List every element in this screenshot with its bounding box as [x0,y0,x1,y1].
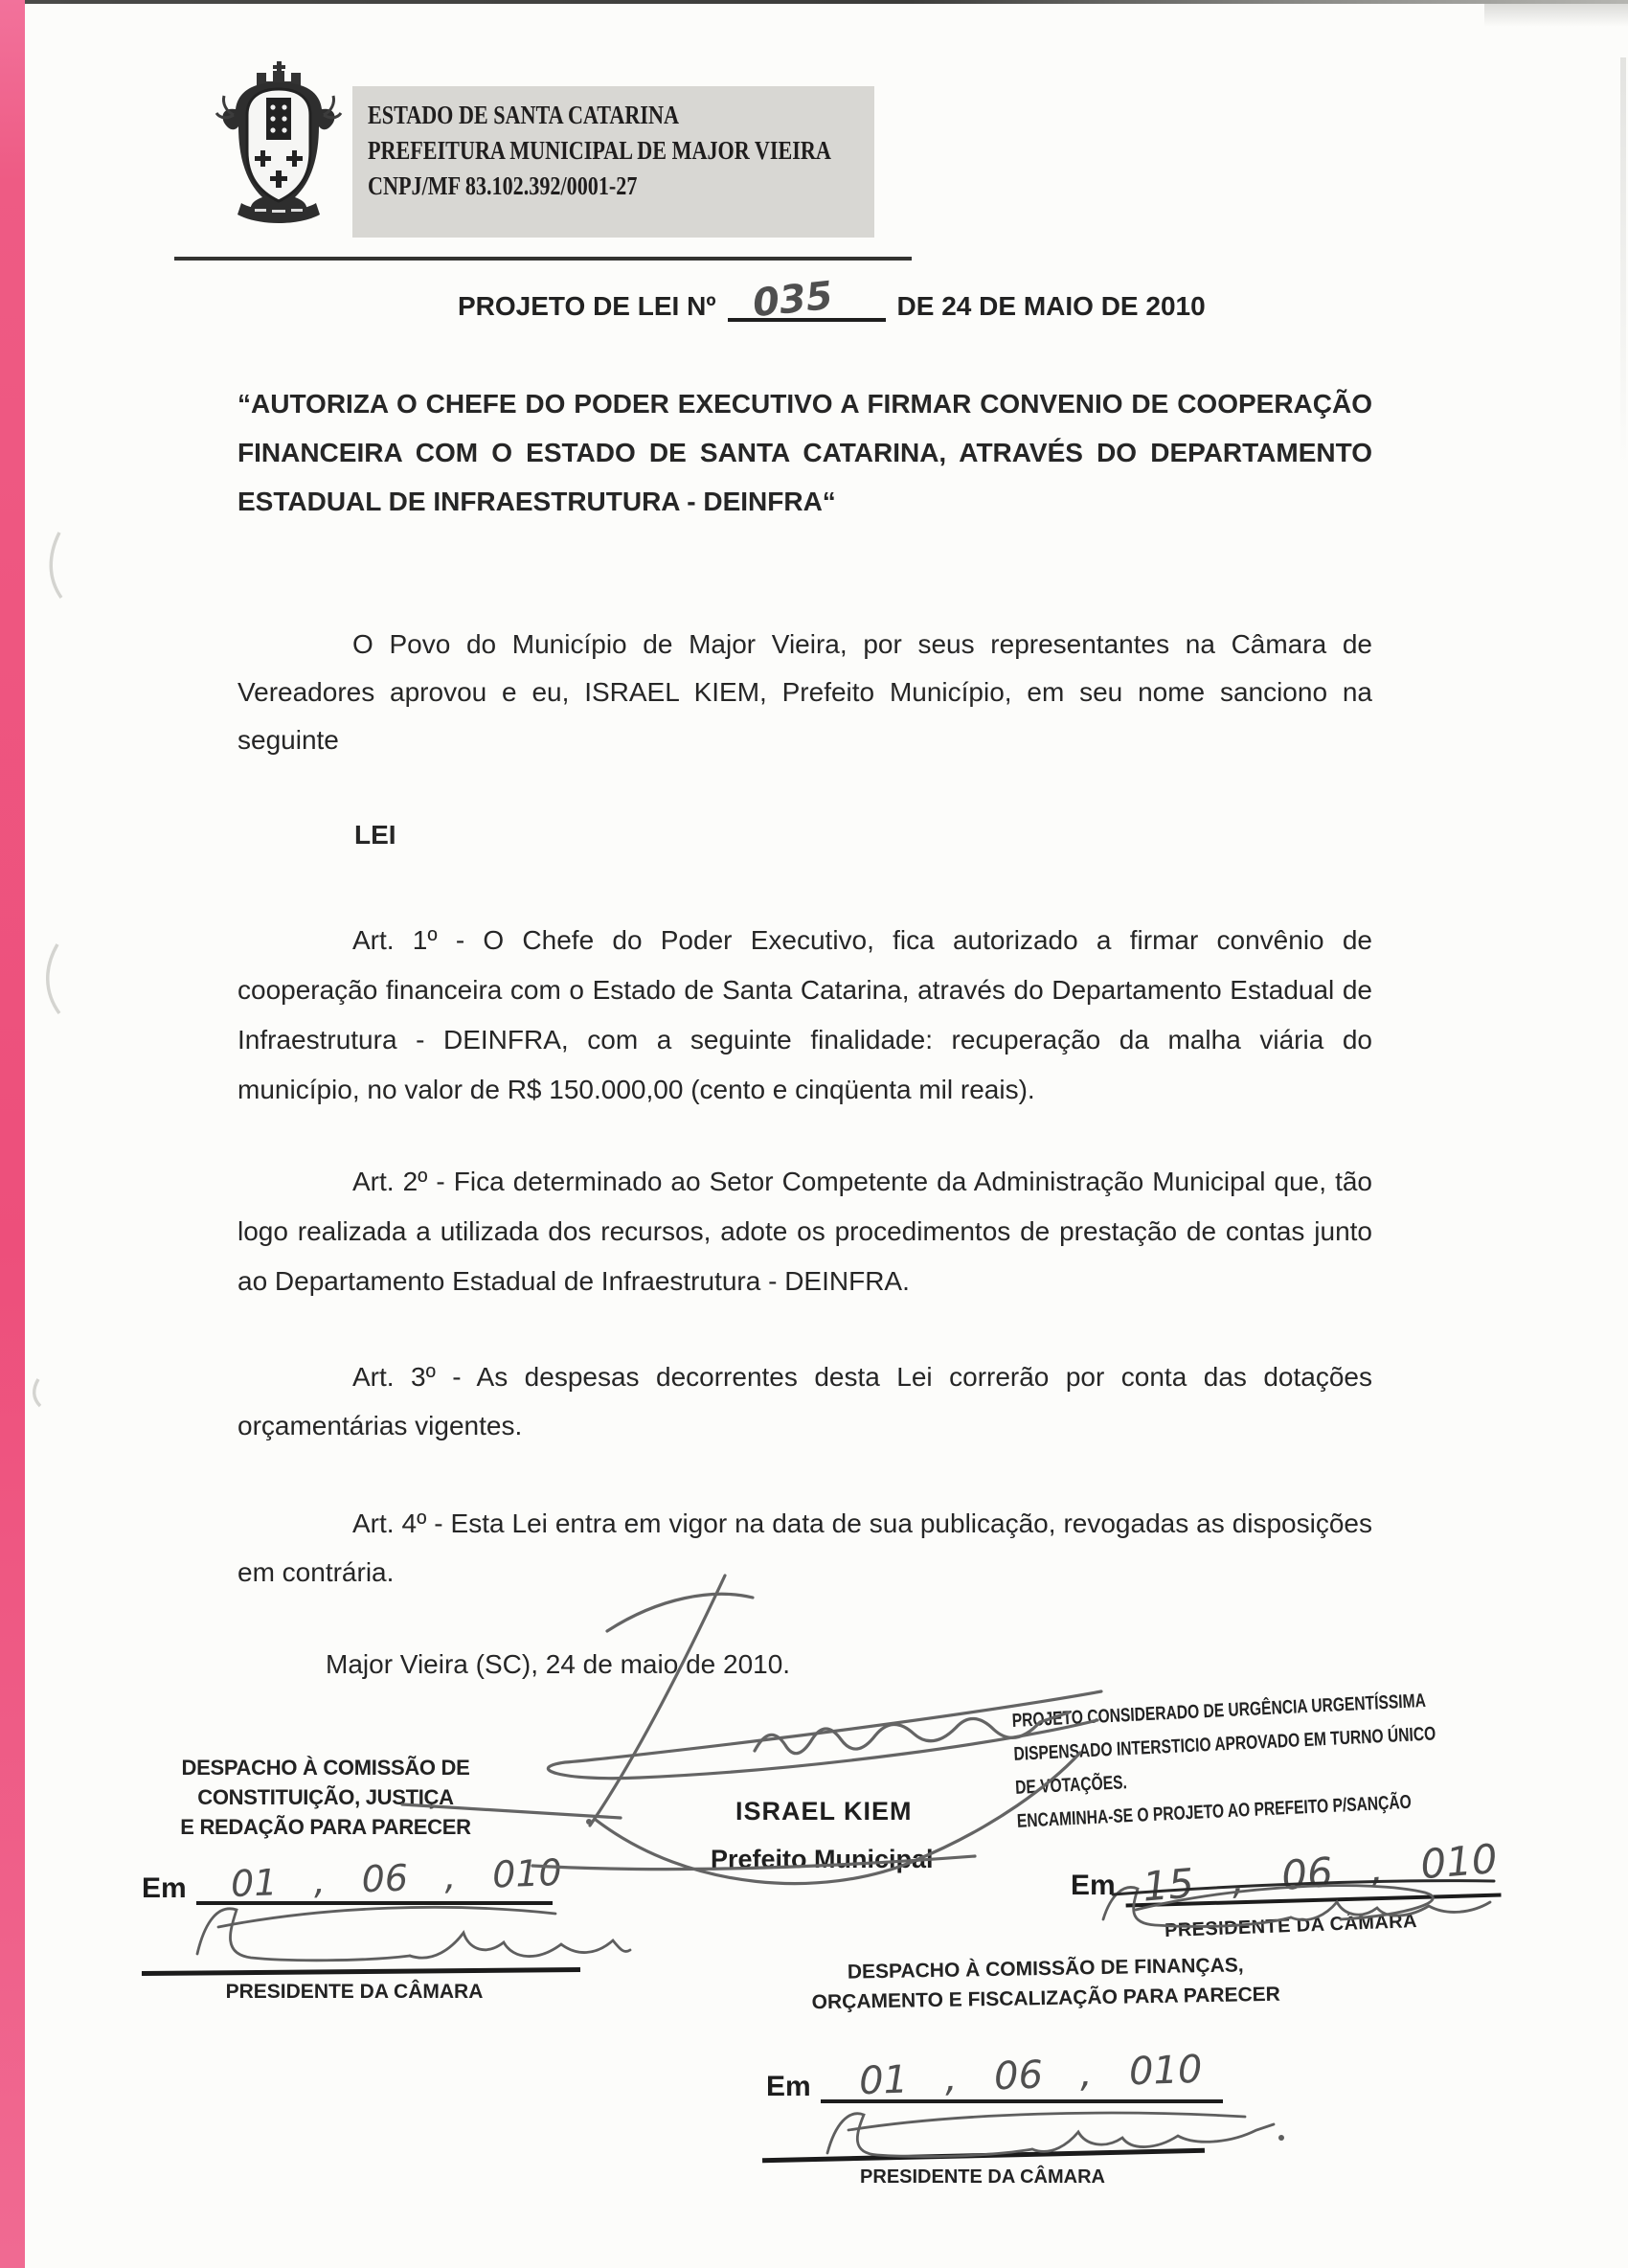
stamp-urgency-note: PROJETO CONSIDERADO DE URGÊNCIA URGENTÍSSIMA DISPENSADO INTERSTICIO APROVADO EM TURNO ÚNICO DE VOTAÇÕES. ENCAMINHA-SE O PROJETO AO PREFEITO P/SANÇÃO [1011,1690,1436,1832]
document-title [458,273,1206,327]
mayor-name: ISRAEL KIEM [735,1797,913,1826]
scan-smudge [1484,4,1628,27]
handwritten-date: 01 , 06 , 010 [857,2047,1203,2104]
article-2: Art. 2º - Fica determinado ao Setor Competente da Administração Municipal que, tão logo realizada a utilizada dos recursos, adote os procedimentos de prestação de contas junto ao Departamento Estadual de Infraestrutura - DEINFRA. [237,1167,1372,1296]
place-date-line: Major Vieira (SC), 24 de maio de 2010. [326,1649,791,1679]
scan-edge-strip [0,0,25,2268]
article-1: Art. 1º - O Chefe do Poder Executivo, fica autorizado a firmar convênio de cooperação financeira com o Estado de Santa Catarina, através do Departamento Estadual de Infraestrutura - DEINFRA, com a seguinte finalidade: recuperação da malha viária do município, no valor de R$ 150.000,00 (cento e cinqüenta mil reais). [237,925,1372,1104]
header-divider [174,257,912,261]
title-prefix: PROJETO DE LEI Nº [458,291,716,321]
president-signature-ink-bottom [827,2113,1284,2156]
law-number-blank [728,273,886,327]
scan-smudge [1620,57,1626,469]
scan-marks [34,533,61,1406]
stamp-constitution-commission: DESPACHO À COMISSÃO DE CONSTITUIÇÃO, JUSTIÇA E REDAÇÃO PARA PARECER [180,1756,471,1839]
date-blank-line [1124,1834,1501,1911]
date-field-urgency: Em 15 , 06 , 010 [1071,1860,1501,1902]
mayor-title: Prefeito Municipal [711,1845,934,1873]
date-field-constitution: Em 01 , 06 , 010 [142,1850,563,1906]
date-blank-line [821,2047,1223,2104]
scan-top-edge-line [25,0,1628,4]
date-field-finance: Em 01 , 06 , 010 [766,2061,1223,2103]
signer-role-finance: PRESIDENTE DA CÂMARA [860,2166,1105,2188]
title-suffix: DE 24 DE MAIO DE 2010 [896,291,1206,321]
stamp-finance-commission: DESPACHO À COMISSÃO DE FINANÇAS, ORÇAMENTO E FISCALIZAÇÃO PARA PARECER [811,1954,1281,2014]
law-number-handwritten: 035 [750,273,835,327]
signature-line [762,2148,1205,2163]
signature-line [142,1967,580,1976]
epigraph: “AUTORIZA O CHEFE DO PODER EXECUTIVO A FIRMAR CONVENIO DE COOPERAÇÃO FINANCEIRA COM O ESTADO DE SANTA CATARINA, ATRAVÉS DO DEPARTAMENTO ESTADUAL DE INFRAESTRUTURA - DEINFRA“ [237,389,1372,516]
preamble: O Povo do Município de Major Vieira, por seus representantes na Câmara de Vereadores aprovou e eu, ISRAEL KIEM, Prefeito Município, em seu nome sanciono na seguinte [237,629,1372,755]
letterhead [352,86,874,238]
letterhead-state: ESTADO DE SANTA CATARINA [368,101,679,129]
signer-role-urgency: PRESIDENTE DA CÂMARA [1164,1910,1418,1942]
date-blank-line [196,1850,563,1906]
law-heading: LEI [354,820,396,850]
handwritten-date: 01 , 06 , 010 [230,1850,563,1906]
letterhead-municipality: PREFEITURA MUNICIPAL DE MAJOR VIEIRA [368,136,831,165]
signer-role-constitution: PRESIDENTE DA CÂMARA [225,1981,484,2003]
president-signature-ink-left [197,1907,630,1960]
article-3: Art. 3º - As despesas decorrentes desta Lei correrão por conta das dotações orçamentárias vigentes. [237,1362,1372,1440]
handwritten-date: 15 , 06 , 010 [1141,1834,1499,1911]
article-4: Art. 4º - Esta Lei entra em vigor na data de sua publicação, revogadas as disposições em contrária. [237,1508,1372,1587]
letterhead-cnpj: CNPJ/MF 83.102.392/0001-27 [368,171,638,200]
municipal-coat-of-arms-icon [213,59,345,230]
